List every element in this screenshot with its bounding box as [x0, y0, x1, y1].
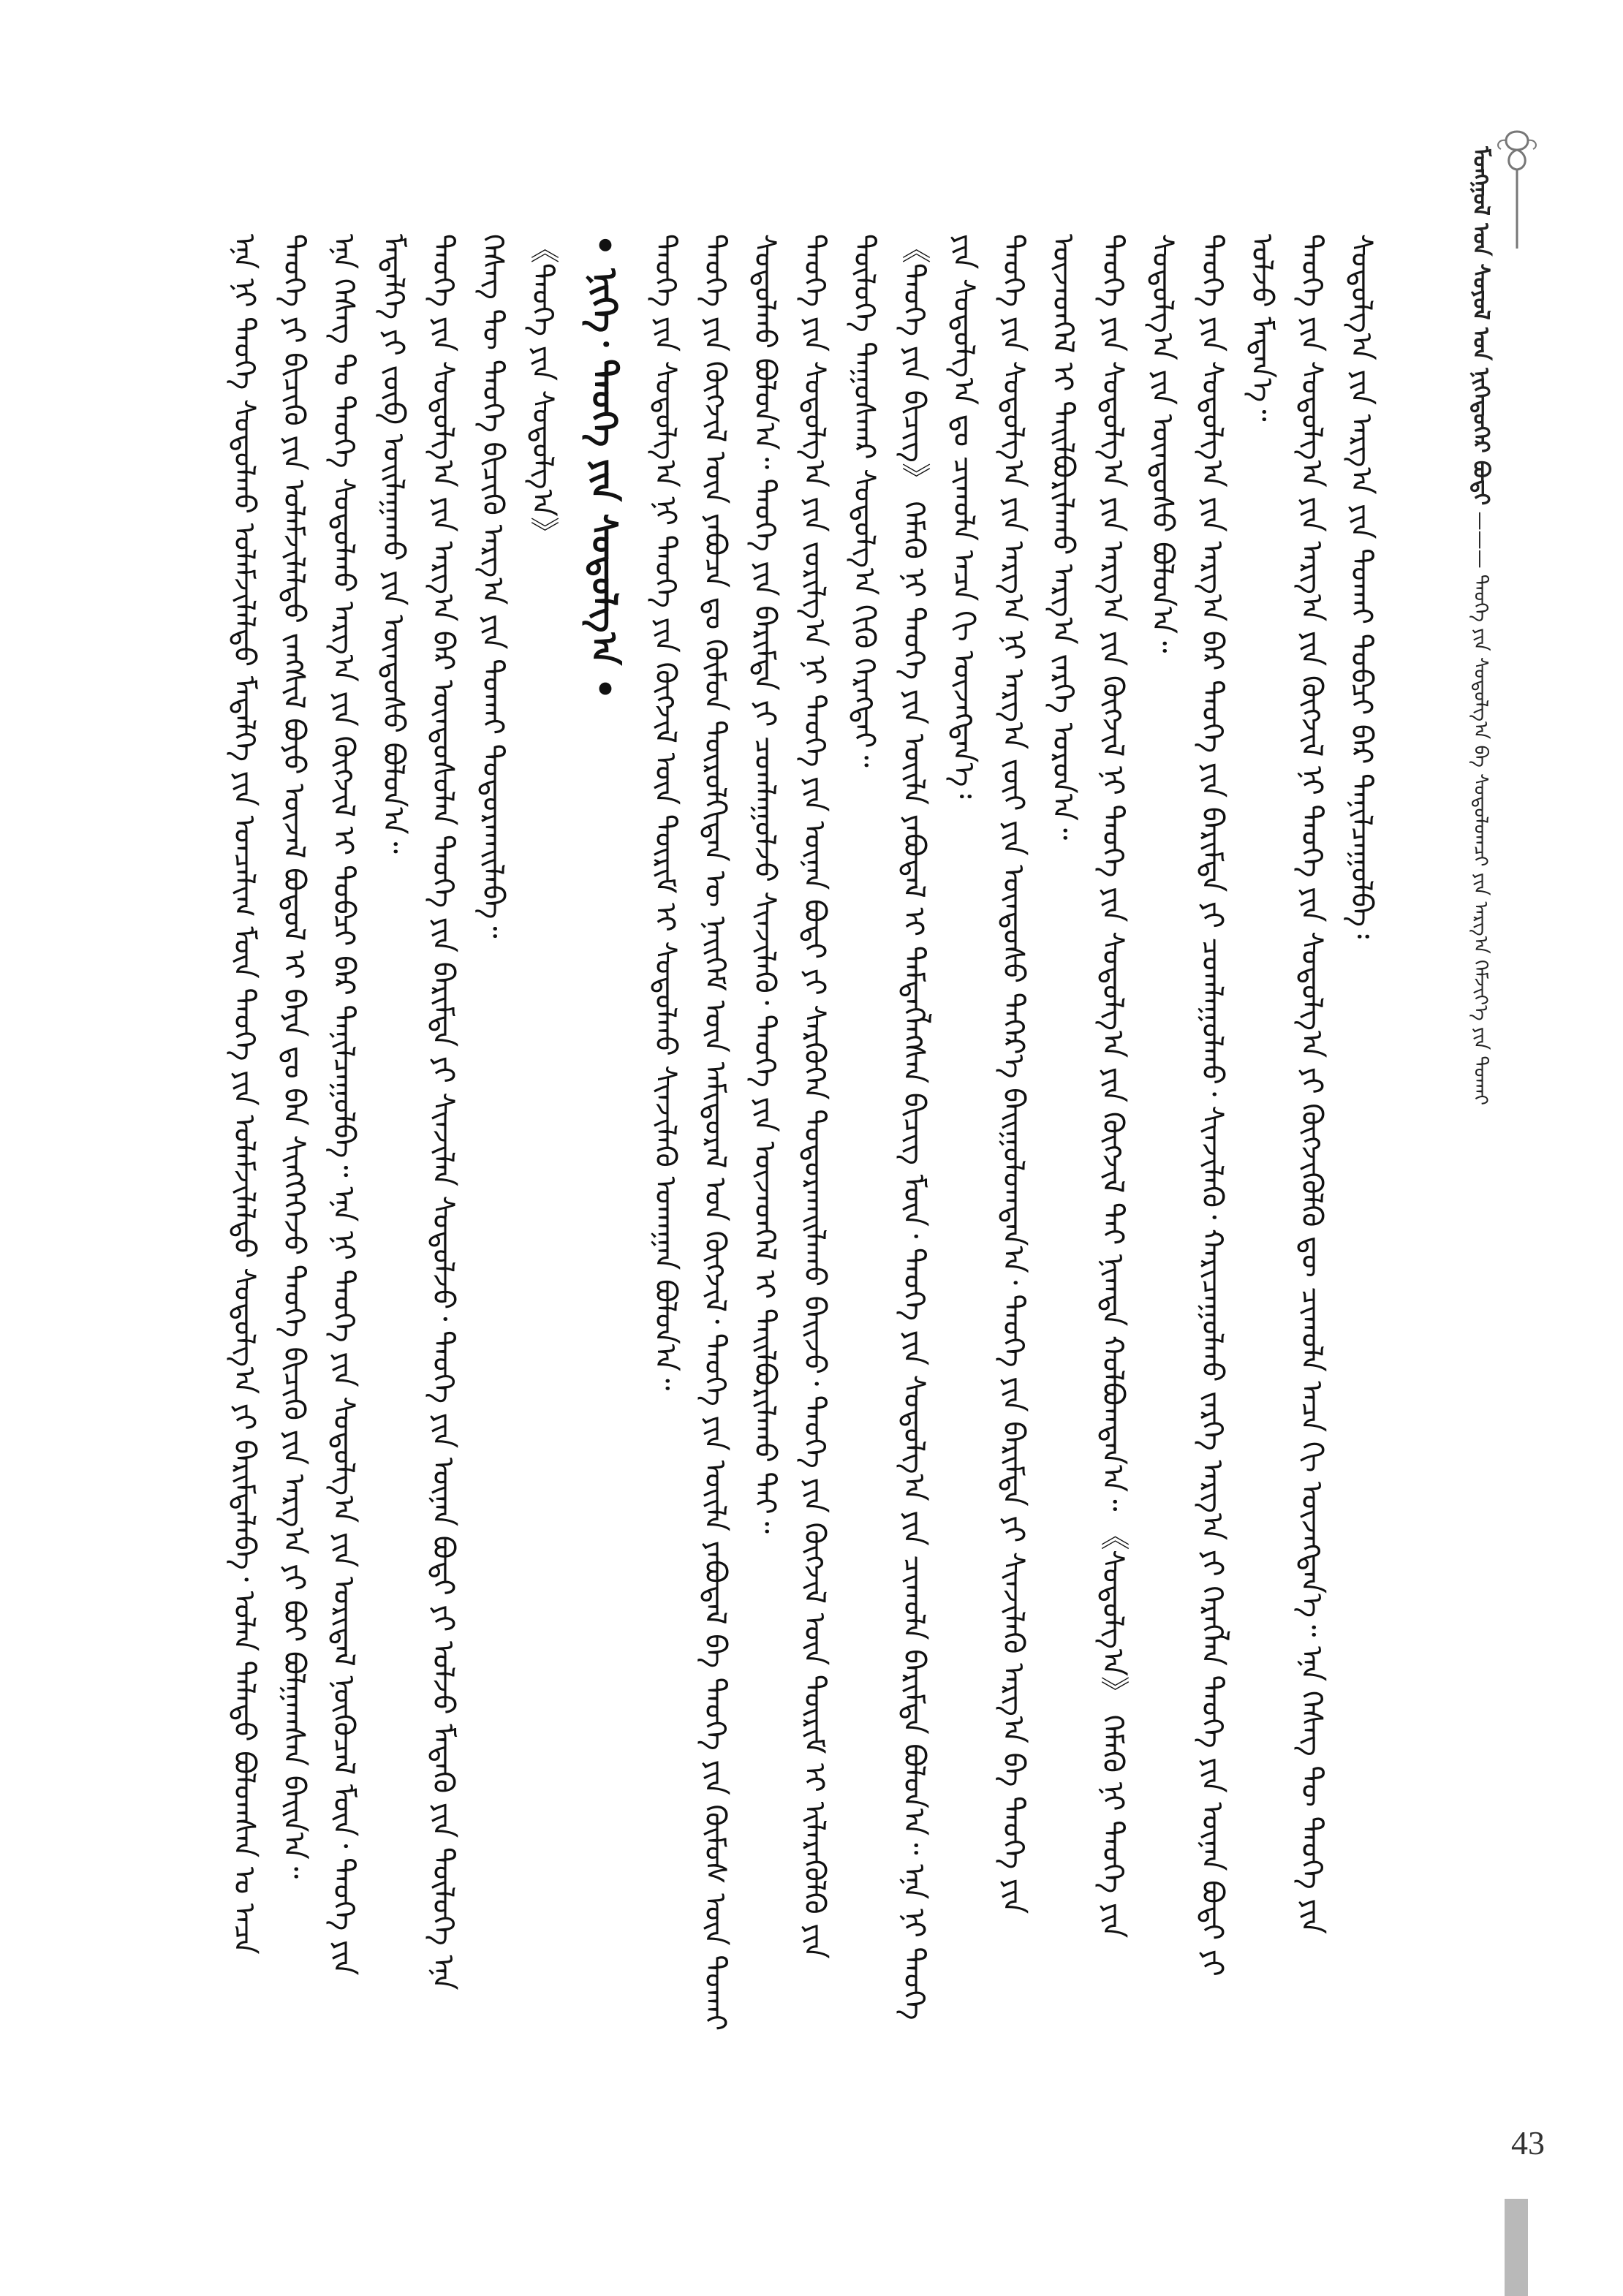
section-heading: • ᠨᠢᠭᠡ᠂ ᠲᠡᠦᠬᠡ ᠶᠢᠨ ᠰᠤᠳᠤᠯᠭ᠎ᠠ •	[583, 234, 624, 700]
section-paragraph-5: ᠲᠡᠦᠬᠡ ᠶᠢᠨ ᠰᠤᠳᠤᠯᠭ᠎ᠠ ᠶᠢᠨ ᠠᠷᠭ᠎ᠠ ᠨᠢ ᠠᠷᠭ᠎ᠠ ᠵᠦᠢ ᠶᠢᠨ ᠦᠨᠳᠦᠰᠦ ᠳᠡᠭᠡᠷ᠎ᠡ ᠪᠠᠢᠭᠤᠯᠤᠭᠳᠠᠨ᠎ᠠ᠂ ᠲᠡᠦᠬᠡ ᠶᠢᠨ ᠪᠠᠷᠢᠮᠲᠠ ᠶᠢ ᠰᠢᠨᠵᠢᠯᠡᠬᠦ ᠠᠷᠭ᠎ᠠ ᠪᠠ ᠲᠡᠦᠬᠡ ᠶᠢᠨ ᠦᠵᠡᠳᠭᠡᠯ ᠢ ᠲᠠᠢᠯᠪᠤᠷᠢᠯᠠᠬᠤ ᠠᠷᠭ᠎ᠠ ᠵᠡᠷᠭᠡ ᠣᠷᠣᠨ᠎ᠠ᠃	[996, 234, 1080, 1914]
header-book-title: ᠮᠣᠩᠭᠣᠯ ᠤᠨ ᠰᠤᠶᠤᠯ ᠤᠨ ᠨᠢᠭᠡᠳᠦᠭᠡᠷ ᠪᠣᠳᠢ	[1468, 146, 1494, 506]
section-paragraph-1: ᠲᠡᠦᠬᠡ ᠶᠢᠨ ᠰᠤᠳᠤᠯᠭ᠎ᠠ ᠨᠢ ᠲᠡᠦᠬᠡ ᠶᠢᠨ ᠬᠥᠭᠵᠢᠯ ᠦᠨ ᠳᠦᠷᠢᠮ ᠢ ᠰᠤᠳᠤᠯᠬᠤ ᠰᠢᠨᠵᠢᠯᠡᠬᠦ ᠤᠬᠠᠭᠠᠨ ᠪᠣᠯᠤᠨ᠎ᠠ᠃	[648, 234, 682, 1391]
page-edge-tab	[1505, 2199, 1528, 2296]
section-paragraph-2: ᠲᠡᠦᠬᠡ ᠶᠢᠨ ᠬᠥᠭᠵᠢᠯ ᠦᠨ ᠶᠠᠪᠤᠴᠠ ᠳᠤ ᠬᠦᠮᠦᠨ ᠲᠥᠷᠦᠯᠬᠢᠲᠡᠨ ᠦ ᠨᠡᠢᠭᠡᠮ ᠦᠨ ᠠᠮᠢᠳᠤᠷᠠᠯ ᠤᠨ ᠬᠥᠭᠵᠢᠯ᠂ ᠲᠡᠦᠬᠡ ᠶᠢᠨ ᠦᠢᠯᠡ ᠶᠠᠪᠤᠳᠠᠯ ᠪᠠ ᠲᠡᠦᠬᠡ ᠶᠢᠨ ᠬᠦᠮᠦᠰ ᠦᠨ ᠲᠤᠬᠠᠢ ᠰᠤᠳᠤᠯᠬᠤ ᠪᠣᠯᠤᠨ᠎ᠠ᠃ ᠲᠡᠦᠬᠡ ᠶᠢᠨ ᠪᠠᠷᠢᠮᠲᠠ ᠶᠢ ᠴᠤᠭᠯᠠᠭᠤᠯᠵᠤ ᠰᠢᠨᠵᠢᠯᠡᠬᠦ᠂ ᠲᠡᠦᠬᠡ ᠶᠢᠨ ᠦᠵᠡᠳᠭᠡᠯ ᠢ ᠲᠠᠢᠯᠪᠤᠷᠢᠯᠠᠬᠤ ᠲᠠᠢ᠃	[698, 234, 782, 2031]
body-quote-line: 《ᠲᠡᠦᠬᠡ ᠶᠢᠨ ᠰᠤᠳᠤᠯᠭ᠎ᠠ》	[526, 234, 559, 546]
body-paragraph-3: ᠲᠡᠦᠬᠡ ᠶᠢᠨ ᠰᠤᠳᠤᠯᠭ᠎ᠠ ᠶᠢᠨ ᠠᠷᠭ᠎ᠠ ᠪᠠᠷ ᠦᠨᠳᠦᠰᠦᠯᠡᠨ ᠲᠡᠦᠬᠡ ᠶᠢᠨ ᠪᠠᠷᠢᠮᠲᠠ ᠶᠢ ᠰᠢᠨᠵᠢᠯᠡᠨ ᠰᠤᠳᠤᠯᠵᠤ᠂ ᠲᠡᠦᠬᠡ ᠶᠢᠨ ᠦᠨᠡᠨ ᠪᠣᠳᠢ ᠶᠢ ᠣᠯᠵᠤ ᠮᠡᠳᠡᠬᠦ ᠶᠢᠨ ᠲᠥᠯᠦᠭᠡ ᠡᠨᠡ ᠬᠡᠰᠡᠭ ᠲᠦ ᠲᠡᠦᠬᠡ ᠪᠢᠴᠢᠬᠦ ᠠᠷᠭ᠎ᠠ ᠶᠢᠨ ᠲᠤᠬᠠᠢ ᠲᠣᠳᠤᠷᠬᠠᠢᠯᠠᠪᠠ᠃	[426, 234, 510, 1990]
section-paragraph-7: ᠲᠡᠦᠬᠡ ᠶᠢᠨ ᠰᠤᠳᠤᠯᠭ᠎ᠠ ᠶᠢᠨ ᠠᠷᠭ᠎ᠠ ᠪᠠᠷ ᠲᠡᠦᠬᠡ ᠶᠢᠨ ᠪᠠᠷᠢᠮᠲᠠ ᠶᠢ ᠴᠤᠭᠯᠠᠭᠤᠯᠬᠤ᠂ ᠰᠢᠨᠵᠢᠯᠡᠬᠦ᠂ ᠬᠠᠷᠢᠴᠠᠭᠤᠯᠬᠤ ᠵᠡᠷᠭᠡ ᠠᠷᠭ᠎ᠠ ᠶᠢ ᠬᠡᠷᠡᠭᠯᠡᠨ ᠲᠡᠦᠬᠡ ᠶᠢᠨ ᠦᠨᠡᠨ ᠪᠣᠳᠢ ᠶᠢ ᠣᠯᠵᠤ ᠮᠡᠳᠡᠨ᠎ᠡ᠃	[1195, 234, 1279, 1977]
section-paragraph-4: 《ᠲᠡᠦᠬᠡ ᠶᠢᠨ ᠪᠢᠴᠢᠭ》 ᠬᠡᠮᠡᠬᠦ ᠨᠢ ᠲᠡᠦᠬᠡ ᠶᠢᠨ ᠦᠢᠯᠡ ᠶᠠᠪᠤᠳᠠᠯ ᠢ ᠲᠡᠮᠳᠡᠭᠯᠡᠭᠰᠡᠨ ᠪᠢᠴᠢᠭ ᠮᠥᠨ᠂ ᠲᠡᠦᠬᠡ ᠶᠢᠨ ᠰᠤᠳᠤᠯᠭ᠎ᠠ ᠶᠢᠨ ᠴᠢᠬᠤᠯᠠ ᠪᠠᠷᠢᠮᠲᠠ ᠪᠣᠯᠤᠨ᠎ᠠ᠃ ᠡᠨᠡ ᠨᠢ ᠲᠡᠦᠬᠡ ᠶᠢᠨ ᠰᠤᠳᠤᠯᠭ᠎ᠠ ᠳᠤ ᠴᠢᠬᠤᠯᠠ ᠠᠴᠠ ᠬᠢ ᠦᠵᠡᠭᠳᠡᠨ᠎ᠡ᠄	[897, 234, 980, 2020]
header-separator: ———	[1469, 511, 1491, 569]
body-paragraph-2: ᠡᠨᠡ ᠬᠡᠰᠡᠭ ᠲᠤ ᠲᠡᠦᠬᠡ ᠰᠤᠳᠤᠯᠬᠤ ᠠᠷᠭ᠎ᠠ ᠶᠢᠨ ᠬᠥᠭᠵᠢᠯ ᠢ ᠲᠣᠪᠴᠢ ᠪᠠᠷ ᠲᠠᠨᠢᠯᠴᠠᠭᠤᠯᠪᠠ᠃ ᠡᠨᠡ ᠨᠢ ᠲᠡᠦᠬᠡ ᠶᠢᠨ ᠰᠤᠳᠤᠯᠭ᠎ᠠ ᠶᠢᠨ ᠤᠷᠢᠳᠠᠯ ᠨᠥᠬᠦᠴᠡᠯ ᠮᠥᠨ᠂ ᠲᠡᠦᠬᠡ ᠶᠢᠨ ᠮᠡᠳᠡᠯᠭᠡ ᠶᠢ ᠵᠥᠪ ᠣᠢᠯᠠᠭᠠᠬᠤ ᠶᠢᠨ ᠦᠨᠳᠦᠰᠦ ᠪᠣᠯᠤᠨ᠎ᠠ᠃	[327, 234, 410, 1976]
section-paragraph-6: ᠲᠡᠦᠬᠡ ᠶᠢᠨ ᠰᠤᠳᠤᠯᠭ᠎ᠠ ᠶᠢᠨ ᠠᠷᠭ᠎ᠠ ᠶᠢᠨ ᠬᠥᠭᠵᠢᠯ ᠨᠢ ᠲᠡᠦᠬᠡ ᠶᠢᠨ ᠰᠤᠳᠤᠯᠭ᠎ᠠ ᠶᠢᠨ ᠬᠥᠭᠵᠢᠯ ᠲᠡᠢ ᠨᠢᠭᠲᠠ ᠬᠣᠯᠪᠣᠭᠳᠠᠨ᠎ᠠ᠃ 《ᠰᠤᠳᠤᠯᠭ᠎ᠠ》 ᠬᠡᠮᠡᠬᠦ ᠨᠢ ᠲᠡᠦᠬᠡ ᠶᠢᠨ ᠰᠤᠳᠤᠯᠭ᠎ᠠ ᠶᠢᠨ ᠦᠨᠳᠦᠰᠦ ᠪᠣᠯᠤᠨ᠎ᠠ᠃	[1096, 234, 1179, 1939]
page-number: 43	[1511, 2124, 1545, 2162]
section-paragraph-3: ᠲᠡᠦᠬᠡ ᠶᠢᠨ ᠰᠤᠳᠤᠯᠭ᠎ᠠ ᠶᠢᠨ ᠵᠣᠷᠢᠯᠭ᠎ᠠ ᠨᠢ ᠲᠡᠦᠬᠡ ᠶᠢᠨ ᠦᠨᠡᠨ ᠪᠣᠳᠢ ᠶᠢ ᠰᠡᠷᠭᠦᠭᠡᠨ ᠲᠣᠳᠤᠷᠬᠠᠢᠯᠠᠬᠤ ᠪᠠᠢᠵᠤ᠂ ᠲᠡᠦᠬᠡ ᠶᠢᠨ ᠬᠥᠭᠵᠢᠯ ᠦᠨ ᠳᠦᠷᠢᠮ ᠢ ᠢᠯᠡᠷᠡᠭᠦᠯᠬᠦ ᠶᠢᠨ ᠲᠥᠯᠦᠭᠡ ᠳᠠᠭᠤᠰᠬᠠᠷ ᠰᠤᠳᠤᠯᠭ᠎ᠠ ᠬᠢᠬᠦ ᠬᠡᠷᠡᠭᠲᠡᠢ᠃	[798, 234, 881, 1959]
main-text-block	[219, 234, 1448, 2032]
section-paragraph-8: ᠲᠡᠦᠬᠡ ᠶᠢᠨ ᠰᠤᠳᠤᠯᠭ᠎ᠠ ᠶᠢᠨ ᠠᠷᠭ᠎ᠠ ᠶᠢᠨ ᠬᠥᠭᠵᠢᠯ ᠨᠢ ᠲᠡᠦᠬᠡ ᠶᠢᠨ ᠰᠤᠳᠤᠯᠭ᠎ᠠ ᠶᠢ ᠬᠥᠭᠵᠢᠭᠦᠯᠬᠦ ᠳᠦ ᠴᠢᠬᠤᠯᠠ ᠠᠴᠠ ᠬᠢ ᠦᠵᠡᠭᠳᠡᠨ᠎ᠡ᠃ ᠡᠨᠡ ᠬᠡᠰᠡᠭ ᠲᠦ ᠲᠡᠦᠬᠡ ᠶᠢᠨ ᠰᠤᠳᠤᠯᠭ᠎ᠠ ᠶᠢᠨ ᠠᠷᠭ᠎ᠠ ᠶᠢᠨ ᠲᠤᠬᠠᠢ ᠲᠣᠪᠴᠢ ᠪᠠᠷ ᠲᠠᠨᠢᠯᠴᠠᠭᠤᠯᠪᠠ᠄	[1295, 234, 1378, 1934]
header-chapter-title: ᠲᠡᠦᠬᠡ ᠶᠢᠨ ᠰᠤᠳᠤᠯᠭ᠎ᠠ ᠪᠠ ᠰᠤᠳᠤᠯᠤᠭᠴᠢ ᠶᠢᠨ ᠠᠷᠭ᠎ᠠ ᠬᠡᠮᠵᠢᠶ᠎ᠡ ᠶᠢᠨ ᠲᠤᠬᠠᠢ	[1469, 574, 1491, 1106]
running-header	[1455, 146, 1506, 1287]
body-paragraph-1: ᠡᠨᠡ ᠨᠢ ᠲᠡᠦᠬᠡ ᠰᠤᠳᠤᠯᠬᠤ ᠤᠯᠠᠮᠵᠢᠯᠠᠯᠲᠤ ᠮᠡᠳᠡᠯᠭᠡ ᠶᠢᠨ ᠣᠨᠴᠠᠯᠢᠭ ᠮᠥᠨ ᠲᠡᠦᠬᠡ ᠶᠢᠨ ᠤᠯᠠᠮᠵᠢᠯᠠᠯᠲᠤ ᠰᠤᠳᠤᠯᠭ᠎ᠠ ᠶᠢ ᠪᠠᠷᠢᠮᠲᠠᠯᠠᠪᠠ᠂ ᠣᠯᠠᠨ ᠲᠠᠯᠠᠲᠤ ᠪᠤᠯᠤᠭᠰᠠᠨ ᠤ ᠠᠴᠠ ᠲᠡᠦᠬᠡ ᠶᠢ ᠪᠢᠴᠢᠬᠦ ᠶᠢᠨ ᠤᠯᠠᠮᠵᠢᠯᠠᠯᠲᠤ ᠵᠠᠩᠱᠢᠯ ᠪᠤᠶᠤ ᠦᠵᠡᠯ ᠪᠣᠳᠤᠯ ᠢ ᠪᠡᠶᠡ ᠳᠤ ᠪᠠᠨ ᠰᠢᠩᠭᠡᠭᠡᠵᠦ ᠲᠡᠦᠬᠡ ᠪᠢᠴᠢᠬᠦ ᠶᠢᠨ ᠠᠷᠭ᠎ᠠ ᠶᠢ ᠪᠤᠢ ᠪᠣᠯᠭᠠᠭᠰᠠᠨ ᠪᠠᠢᠨ᠎ᠠ᠃	[227, 234, 311, 1955]
